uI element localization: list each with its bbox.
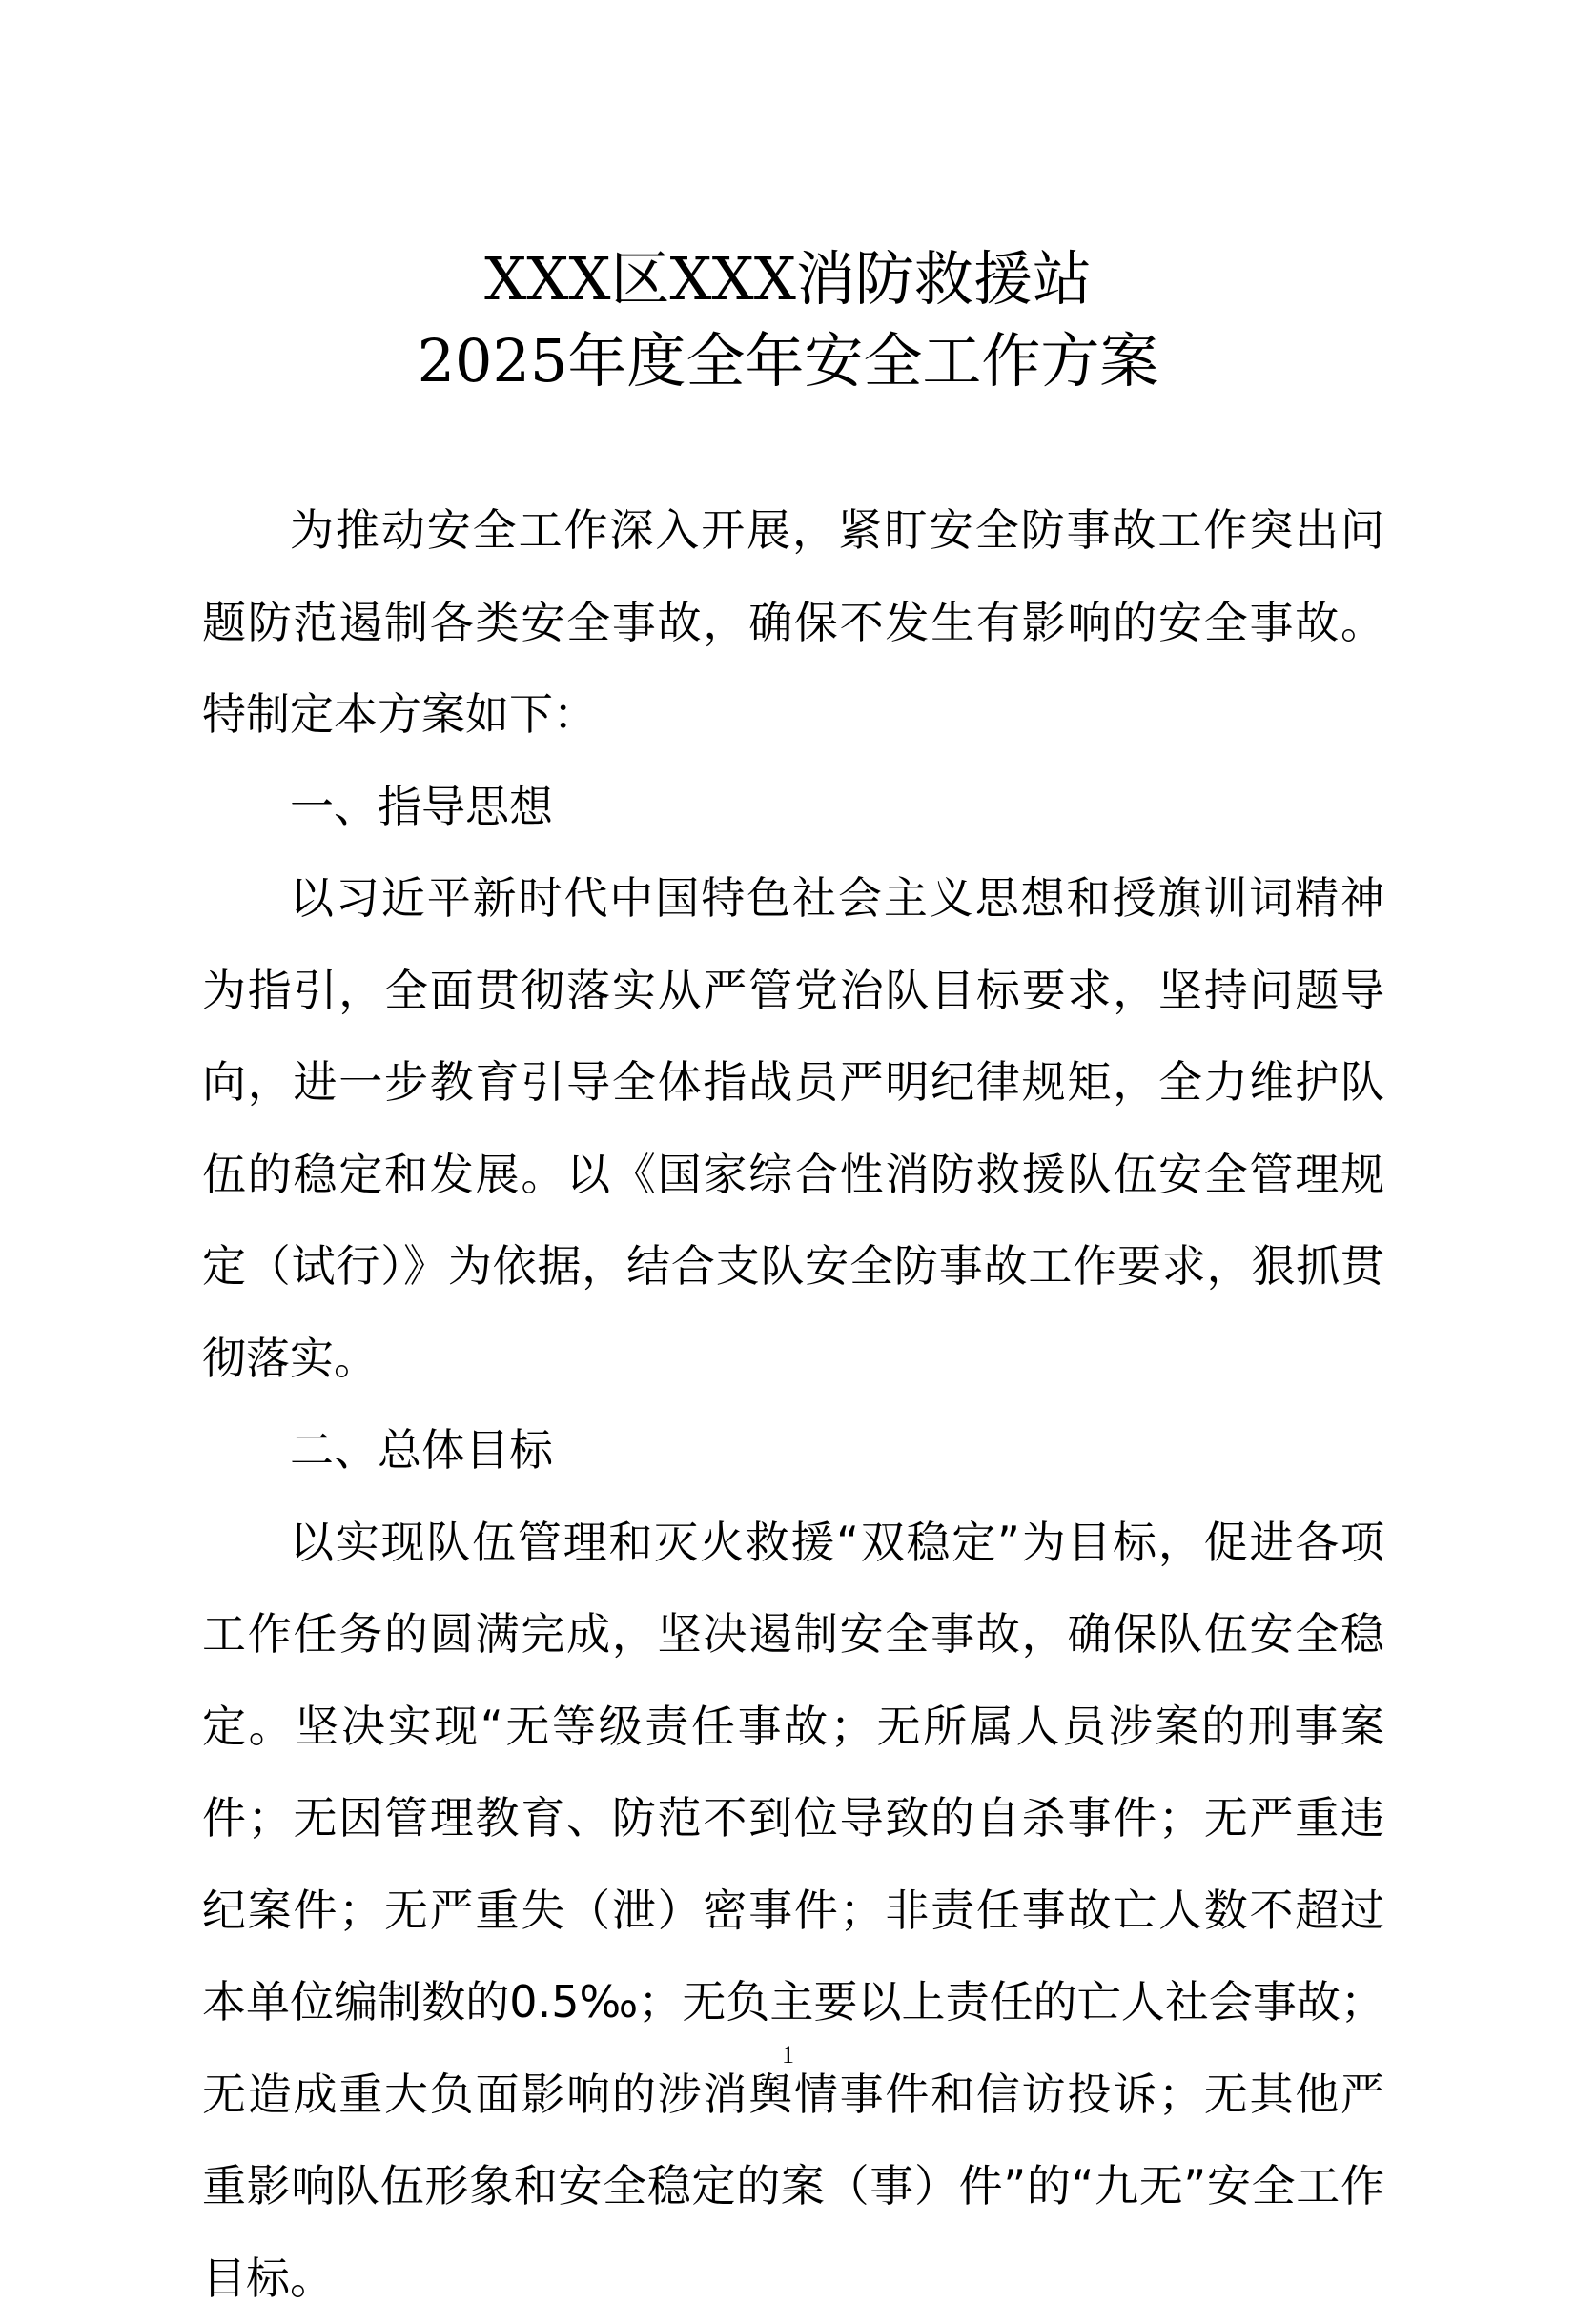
section-heading-guiding-ideology: 一、指导思想 (202, 761, 1384, 853)
document-title-line-2: 2025年度全年安全工作方案 (0, 332, 1576, 391)
intro-paragraph: 为推动安全工作深入开展，紧盯安全防事故工作突出问题防范遏制各类安全事故，确保不发生有影响的安全事故。特制定本方案如下： (202, 484, 1384, 761)
guiding-ideology-paragraph: 以习近平新时代中国特色社会主义思想和授旗训词精神为指引，全面贯彻落实从严管党治队目标要求，坚持问题导向，进一步教育引导全体指战员严明纪律规矩，全力维护队伍的稳定和发展。以《国家综合性消防救援队伍安全管理规定（试行）》为依据，结合支队安全防事故工作要求，狠抓贯彻落实。 (202, 852, 1384, 1404)
section-heading-overall-goals: 二、总体目标 (202, 1404, 1384, 1497)
page-number: 1 (0, 2043, 1576, 2068)
overall-goals-paragraph: 以实现队伍管理和灭火救援“双稳定”为目标，促进各项工作任务的圆满完成，坚决遏制安全事故，确保队伍安全稳定。坚决实现“无等级责任事故；无所属人员涉案的刑事案件；无因管理教育、防范不到位导致的自杀事件；无严重违纪案件；无严重失（泄）密事件；非责任事故亡人数不超过本单位编制数的0.5‰；无负主要以上责任的亡人社会事故；无造成重大负面影响的涉消舆情事件和信访投诉；无其他严重影响队伍形象和安全稳定的案（事）件”的“九无”安全工作目标。 (202, 1497, 1384, 2324)
document-title-line-1: XXX区XXX消防救援站 (0, 250, 1576, 309)
